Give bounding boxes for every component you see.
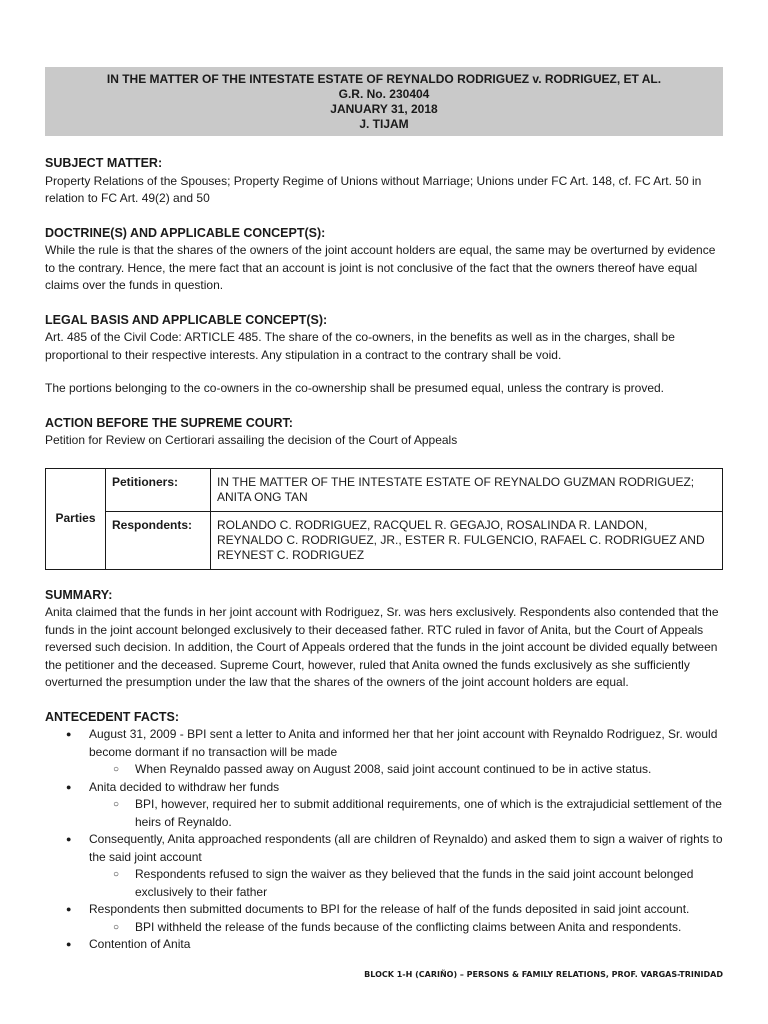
respondents-label: Respondents: xyxy=(106,511,211,569)
document-page xyxy=(45,67,723,954)
sub-list-item: ○ Respondents refused to sign the waiver as they believed that the funds in the said joint account belonged exclusively to their father xyxy=(135,866,723,901)
case-justice: J. TIJAM xyxy=(359,117,409,131)
case-date: JANUARY 31, 2018 xyxy=(330,102,438,116)
doctrine-section xyxy=(45,225,723,295)
list-item: ● Contention of Anita xyxy=(89,936,723,954)
summary-heading: SUMMARY: xyxy=(45,587,113,602)
antecedent-list xyxy=(45,726,723,954)
action-heading: ACTION BEFORE THE SUPREME COURT: xyxy=(45,415,293,430)
sub-list xyxy=(89,919,723,937)
petitioners-label: Petitioners: xyxy=(106,468,211,511)
antecedent-section xyxy=(45,709,723,954)
legal-basis-presumption: The portions belonging to the co-owners in the co-ownership shall be presumed equal, unless the contrary is proved. xyxy=(45,381,665,395)
legal-basis-section xyxy=(45,312,723,398)
case-gr-number: G.R. No. 230404 xyxy=(338,87,430,101)
petitioners-value: IN THE MATTER OF THE INTESTATE ESTATE OF REYNALDO GUZMAN RODRIGUEZ; ANITA ONG TAN xyxy=(211,468,723,511)
case-title: IN THE MATTER OF THE INTESTATE ESTATE OF REYNALDO RODRIGUEZ v. RODRIGUEZ, ET AL. xyxy=(106,72,662,86)
sub-list xyxy=(89,796,723,831)
page-footer: BLOCK 1-H (CARIÑO) – PERSONS & FAMILY RELATIONS, PROF. VARGAS-TRINIDAD xyxy=(364,970,723,979)
summary-text: Anita claimed that the funds in her joint account with Rodriguez, Sr. was hers exclusively. Respondents also contended that the funds in the joint account belonged exclusively to their deceased father. RTC ruled in favor of Anita, but the Court of Appeals reversed such decision. In addition, the Court of Appeals ordered that the funds in the joint account be divided equally between the petitioner and the deceased. Supreme Court, however, ruled that Anita owned the funds exclusively as she sufficiently overturned the presumption under the law that the shares of the owners of the joint account holders are equal. xyxy=(45,605,719,689)
respondents-value: ROLANDO C. RODRIGUEZ, RACQUEL R. GEGAJO, ROSALINDA R. LANDON, REYNALDO C. RODRIGUEZ, JR., ESTER R. FULGENCIO, RAFAEL C. RODRIGUEZ AND REYNEST C. RODRIGUEZ xyxy=(211,511,723,569)
list-item: ● August 31, 2009 - BPI sent a letter to Anita and informed her that her joint account with Reynaldo Rodriguez, Sr. would become dormant if no transaction will be made ○ When Reynaldo passed away on August 2008, said joint account continued to be in active status. xyxy=(89,726,723,779)
antecedent-heading: ANTECEDENT FACTS: xyxy=(45,709,180,724)
list-item: ● Anita decided to withdraw her funds ○ BPI, however, required her to submit additional requirements, one of which is the extrajudicial settlement of the heirs of Reynaldo. xyxy=(89,779,723,832)
sub-list-item: ○ BPI, however, required her to submit additional requirements, one of which is the extrajudicial settlement of the heirs of Reynaldo. xyxy=(135,796,723,831)
sub-list-item: ○ When Reynaldo passed away on August 2008, said joint account continued to be in active status. xyxy=(135,761,723,779)
subject-matter-heading: SUBJECT MATTER: xyxy=(45,156,163,170)
sub-list xyxy=(89,761,723,779)
subject-matter-section xyxy=(45,155,723,208)
doctrine-heading: DOCTRINE(S) AND APPLICABLE CONCEPT(S): xyxy=(45,225,326,240)
parties-label: Parties xyxy=(46,468,106,569)
sub-list xyxy=(89,866,723,901)
summary-section xyxy=(45,587,723,692)
sub-list-item: ○ BPI withheld the release of the funds because of the conflicting claims between Anita and respondents. xyxy=(135,919,723,937)
legal-basis-heading: LEGAL BASIS AND APPLICABLE CONCEPT(S): xyxy=(45,312,328,327)
parties-table xyxy=(45,468,723,570)
case-header xyxy=(45,67,723,136)
petitioners-row xyxy=(46,468,723,511)
legal-basis-article: Art. 485 of the Civil Code: ARTICLE 485. The share of the co-owners, in the benefits as well as in the charges, shall be proportional to their respective interests. Any stipulation in a contract to the contrary shall be void. xyxy=(45,330,675,362)
subject-matter-text: Property Relations of the Spouses; Property Regime of Unions without Marriage; Unions under FC Art. 148, cf. FC Art. 50 in relation to FC Art. 49(2) and 50 xyxy=(45,173,702,205)
list-item: ● Respondents then submitted documents to BPI for the release of half of the funds deposited in said joint account. ○ BPI withheld the release of the funds because of the conflicting claims between Anita and respondents. xyxy=(89,901,723,936)
action-section xyxy=(45,415,723,450)
list-item: ● Consequently, Anita approached respondents (all are children of Reynaldo) and asked them to sign a waiver of rights to the said joint account ○ Respondents refused to sign the waiver as they believed that the funds in the said joint account belonged exclusively to their father xyxy=(89,831,723,901)
doctrine-text: While the rule is that the shares of the owners of the joint account holders are equal, the same may be overturned by evidence to the contrary. Hence, the mere fact that an account is joint is not conclusive of the fact that the owners thereof have equal claims over the funds in question. xyxy=(45,243,716,292)
action-text: Petition for Review on Certiorari assailing the decision of the Court of Appeals xyxy=(45,433,458,447)
respondents-row xyxy=(46,511,723,569)
